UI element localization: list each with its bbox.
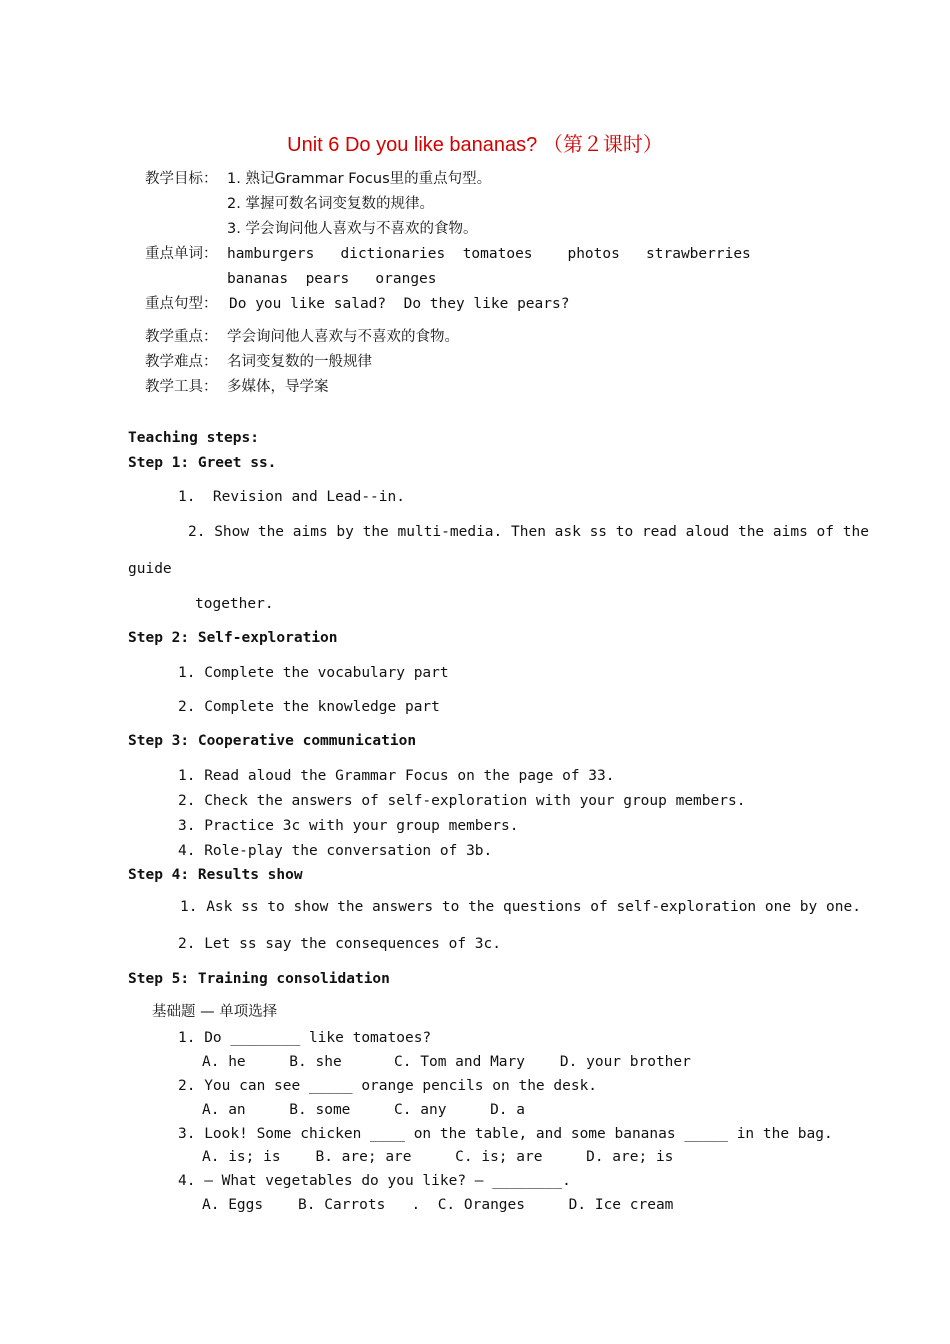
step-4-heading: Step 4: Results show xyxy=(128,867,303,883)
step-4-item-1: 1. Ask ss to show the answers to the questions of self-exploration one by one. xyxy=(180,899,861,915)
step-1-item-2: 2. Show the aims by the multi-media. Then ask ss to read aloud the aims of the xyxy=(188,524,869,540)
step-1-item-2-cont: guide xyxy=(128,561,172,577)
step-4-item-2: 2. Let ss say the consequences of 3c. xyxy=(178,936,502,952)
step-3-heading: Step 3: Cooperative communication xyxy=(128,733,417,749)
words-label: 重点单词： xyxy=(145,246,218,262)
teaching-difficulty: 名词变复数的一般规律 xyxy=(227,354,372,370)
question-2: 2. You can see _____ orange pencils on the desk. xyxy=(178,1078,598,1094)
aim-3: 3. 学会询问他人喜欢与不喜欢的食物。 xyxy=(227,221,478,237)
difficulty-label: 教学难点： xyxy=(145,354,218,370)
question-1-options: A. he B. she C. Tom and Mary D. your brother xyxy=(202,1054,691,1070)
key-sentences: Do you like salad? Do they like pears? xyxy=(229,296,570,312)
question-4-options: A. Eggs B. Carrots . C. Oranges D. Ice cream xyxy=(202,1197,674,1213)
question-3: 3. Look! Some chicken ____ on the table, and some bananas _____ in the bag. xyxy=(178,1126,833,1142)
key-words-line-2: bananas pears oranges xyxy=(227,271,437,287)
teaching-tools: 多媒体，导学案 xyxy=(227,379,329,395)
teaching-steps-heading: Teaching steps: xyxy=(128,430,259,446)
aim-2: 2. 掌握可数名词变复数的规律。 xyxy=(227,196,434,212)
step-1-item-1: 1. Revision and Lead--in. xyxy=(178,489,405,505)
aim-1: 1. 熟记Grammar Focus里的重点句型。 xyxy=(227,171,492,187)
sentences-label: 重点句型： xyxy=(145,296,218,312)
tools-label: 教学工具： xyxy=(145,379,218,395)
step-5-heading: Step 5: Training consolidation xyxy=(128,971,390,987)
step-3-item-1: 1. Read aloud the Grammar Focus on the page of 33. xyxy=(178,768,615,784)
page-title: Unit 6 Do you like bananas? （第２课时） xyxy=(287,134,663,156)
step-2-item-2: 2. Complete the knowledge part xyxy=(178,699,440,715)
step-3-item-2: 2. Check the answers of self-exploration with your group members. xyxy=(178,793,746,809)
key-words-line-1: hamburgers dictionaries tomatoes photos strawberries xyxy=(227,246,751,262)
aims-label: 教学目标： xyxy=(145,171,218,187)
step-1-item-2-cont2: together. xyxy=(195,596,274,612)
focus-label: 教学重点： xyxy=(145,329,218,345)
step-1-heading: Step 1: Greet ss. xyxy=(128,455,277,471)
step-3-item-4: 4. Role-play the conversation of 3b. xyxy=(178,843,493,859)
step-2-heading: Step 2: Self-exploration xyxy=(128,630,338,646)
question-2-options: A. an B. some C. any D. a xyxy=(202,1102,526,1118)
teaching-focus: 学会询问他人喜欢与不喜欢的食物。 xyxy=(227,329,459,345)
step-3-item-3: 3. Practice 3c with your group members. xyxy=(178,818,519,834)
exercise-subheading: 基础题 — 单项选择 xyxy=(152,1004,278,1020)
question-3-options: A. is; is B. are; are C. is; are D. are; is xyxy=(202,1149,674,1165)
question-1: 1. Do ________ like tomatoes? xyxy=(178,1030,432,1046)
step-2-item-1: 1. Complete the vocabulary part xyxy=(178,665,449,681)
question-4: 4. — What vegetables do you like? — ________. xyxy=(178,1173,571,1189)
